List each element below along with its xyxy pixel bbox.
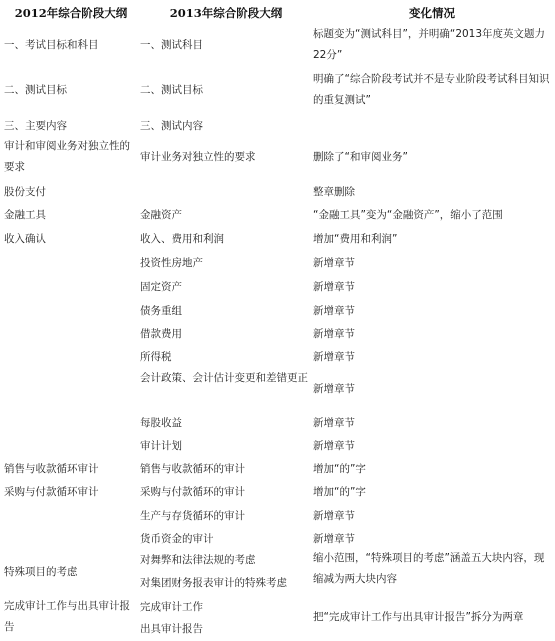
cell-2013: 债务重组: [140, 305, 182, 317]
cell-2013: 三、测试内容: [140, 120, 203, 132]
cell-2013: 审计计划: [140, 440, 182, 452]
cell-2013: 会计政策、会计估计变更和差错更正: [140, 372, 308, 384]
cell-change: “金融工具”变为“金融资产”，缩小了范围: [313, 209, 503, 221]
cell-2013: 二、测试目标: [140, 84, 203, 96]
cell-change: 新增章节: [313, 281, 355, 293]
cell-2013: 借款费用: [140, 328, 182, 340]
cell-2012: 二、测试目标: [4, 84, 67, 96]
cell-2012: 特殊项目的考虑: [4, 566, 78, 578]
cell-2013: 完成审计工作: [140, 601, 203, 613]
cell-2012: 三、主要内容: [4, 120, 67, 132]
cell-change: 新增章节: [313, 533, 355, 545]
cell-change: 新增章节: [313, 328, 355, 340]
cell-2013: 对集团财务报表审计的特殊考虑: [140, 577, 287, 589]
cell-2012: 销售与收款循环审计: [4, 463, 99, 475]
cell-2013: 金融资产: [140, 209, 182, 221]
cell-2013: 所得税: [140, 351, 172, 363]
cell-change: 明确了“综合阶段考试并不是专业阶段考试科目知识的重复测试”: [313, 73, 550, 106]
cell-2013: 每股收益: [140, 417, 182, 429]
cell-2012: 采购与付款循环审计: [4, 486, 99, 498]
cell-change: 新增章节: [313, 440, 355, 452]
col-header-2012: 2012年综合阶段大纲: [14, 6, 128, 20]
cell-change: 新增章节: [313, 510, 355, 522]
cell-change: 新增章节: [313, 257, 355, 269]
cell-2013: 销售与收款循环的审计: [140, 463, 245, 475]
cell-2013: 对舞弊和法律法规的考虑: [140, 554, 256, 566]
cell-2013: 固定资产: [140, 281, 182, 293]
cell-change: 新增章节: [313, 383, 355, 395]
cell-2013: 出具审计报告: [140, 623, 203, 635]
cell-2013: 一、测试科目: [140, 39, 203, 51]
cell-2013: 投资性房地产: [140, 257, 203, 269]
cell-change: 删除了“和审阅业务”: [313, 151, 408, 163]
cell-2012: 股份支付: [4, 186, 46, 198]
cell-2013: 货币资金的审计: [140, 533, 214, 545]
cell-change: 新增章节: [313, 351, 355, 363]
cell-2013: 收入、费用和利润: [140, 233, 224, 245]
cell-2013: 生产与存货循环的审计: [140, 510, 245, 522]
cell-change: 增加“的”字: [313, 463, 366, 475]
cell-2013: 采购与付款循环的审计: [140, 486, 245, 498]
cell-change: 增加“的”字: [313, 486, 366, 498]
cell-change: 缩小范围，“特殊项目的考虑”涵盖五大块内容，现缩减为两大块内容: [313, 552, 545, 585]
cell-2012: 收入确认: [4, 233, 46, 245]
cell-change: 把“完成审计工作与出具审计报告”拆分为两章: [313, 611, 524, 623]
cell-2012: 一、考试目标和科目: [4, 39, 99, 51]
col-header-changes: 变化情况: [409, 6, 455, 20]
cell-change: 标题变为“测试科目”，并明确“2013年度英文题力22分”: [313, 28, 546, 61]
col-header-2013: 2013年综合阶段大纲: [169, 6, 283, 20]
cell-change: 整章删除: [313, 186, 355, 198]
cell-change: 新增章节: [313, 305, 355, 317]
cell-2012: 审计和审阅业务对独立性的要求: [4, 140, 130, 173]
cell-2012: 金融工具: [4, 209, 46, 221]
cell-change: 新增章节: [313, 417, 355, 429]
cell-change: 增加“费用和利润”: [313, 233, 398, 245]
cell-2012: 完成审计工作与出具审计报告: [4, 600, 130, 633]
cell-2013: 审计业务对独立性的要求: [140, 151, 256, 163]
